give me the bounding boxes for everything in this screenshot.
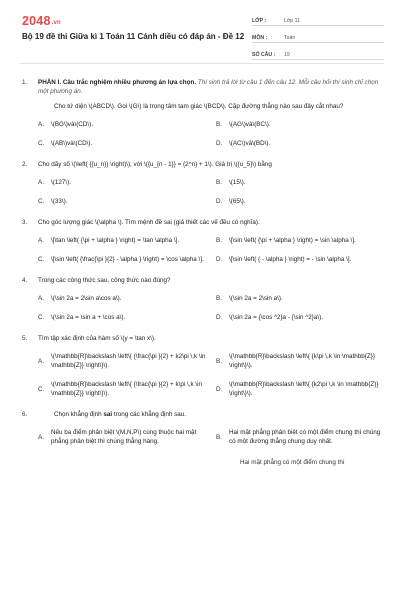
question-text-before: Chọn khẳng định: [54, 411, 104, 418]
option-text: \(\sin 2a = \sin a + \cos a\).: [51, 314, 126, 321]
option-text: \(\mathbb{R}\backslash \left\{ {k\pi \,k \in \mathbb{Z}} \right\}\).: [229, 353, 375, 369]
option-letter: A.: [38, 295, 44, 302]
option-letter: D.: [216, 256, 223, 263]
meta-key: LỚP :: [252, 18, 267, 24]
answer-option-b[interactable]: [216, 428, 384, 446]
option-letter: B.: [216, 295, 222, 302]
option-letter: A.: [38, 237, 44, 244]
question-text: [38, 78, 384, 96]
option-text: \(AG\)và\(BC\).: [229, 121, 271, 128]
option-text: \(\mathbb{R}\backslash \left\{ {k2\pi \,k \in \mathbb{Z}} \right\}\).: [229, 381, 379, 397]
question-number: 4.: [22, 277, 28, 284]
option-text: \(127\).: [51, 179, 71, 186]
answer-option-partial[interactable]: Hai mặt phẳng có một điểm chung thì: [240, 459, 345, 466]
header-divider: [20, 63, 384, 64]
option-letter: D.: [216, 385, 223, 393]
question-header: [22, 78, 384, 96]
meta-value: 19: [284, 52, 290, 58]
answer-option-b[interactable]: [216, 236, 384, 245]
answer-option-a[interactable]: [38, 236, 206, 245]
question-number: 5.: [22, 335, 28, 342]
option-letter: B.: [216, 121, 222, 128]
meta-key: MÔN :: [252, 35, 268, 41]
part-title: PHẦN I. Câu trắc nghiệm nhiều phương án lựa chọn.: [38, 79, 197, 86]
option-text: \[\sin \left( {\pi + \alpha } \right) = \sin \alpha \].: [229, 237, 356, 244]
option-letter: A.: [38, 433, 44, 441]
question-text: [38, 410, 384, 419]
answer-options: [38, 428, 384, 446]
option-letter: B.: [216, 179, 222, 186]
option-text: \[\sin \left( {\frac{\pi }{2} - \alpha } \right) = \cos \alpha \].: [51, 256, 204, 263]
option-letter: A.: [38, 357, 44, 365]
option-text: \(65\).: [229, 198, 246, 205]
answer-option-a[interactable]: [38, 178, 206, 187]
option-letter: D.: [216, 140, 223, 147]
question-number: 3.: [22, 219, 28, 226]
option-text: \(15\).: [229, 179, 246, 186]
option-letter: C.: [38, 140, 45, 147]
option-letter: D.: [216, 198, 223, 205]
answer-option-b[interactable]: [216, 352, 384, 370]
question-stem: Cho tứ diện \(ABCD\). Gọi \(G\) là trọng tâm tam giác \(BCD\). Cặp đường thẳng nào sau đây cắt nhau?: [54, 103, 344, 110]
option-text: \(BG\)và\(CD\).: [51, 121, 93, 128]
answer-option-d[interactable]: [216, 380, 384, 398]
answer-option-a[interactable]: [38, 352, 206, 370]
answer-options: [38, 294, 384, 322]
question-text: Cho dãy số \(\left( {{u_n}} \right)\), với \({u_{n - 1}} = {2^n} + 1\). Giá trị \({u_5}\) bằng: [38, 161, 272, 168]
question-5: [22, 334, 384, 398]
option-letter: B.: [216, 357, 222, 365]
question-header: [22, 410, 384, 419]
option-letter: D.: [216, 314, 223, 321]
option-text: \(33\).: [51, 198, 68, 205]
answer-option-c[interactable]: [38, 380, 206, 398]
meta-value: Lớp 11: [284, 18, 300, 24]
answer-option-d[interactable]: [216, 255, 384, 264]
question-text-after: trong các khẳng định sau.: [112, 411, 187, 418]
answer-option-a[interactable]: [38, 294, 206, 303]
answer-option-b[interactable]: [216, 120, 384, 129]
answer-option-d[interactable]: [216, 313, 384, 322]
question-2: [22, 160, 384, 206]
option-text: \(\sin 2a = {\cos ^2}a - {\sin ^2}a\).: [229, 314, 323, 321]
answer-options: [38, 352, 384, 398]
question-number: 6.: [22, 411, 28, 418]
question-text: Cho góc lượng giác \(\alpha \). Tìm mệnh đề sai (giả thiết các vế đều có nghĩa).: [38, 219, 260, 226]
meta-value: Toán: [284, 35, 296, 41]
answer-options: [38, 178, 384, 206]
question-text-emphasis: sai: [103, 411, 113, 418]
question-number: 1.: [22, 79, 28, 86]
option-letter: B.: [216, 433, 222, 441]
option-letter: B.: [216, 237, 222, 244]
answer-option-b[interactable]: [216, 178, 384, 187]
answer-option-c[interactable]: [38, 313, 206, 322]
option-letter: C.: [38, 198, 45, 205]
answer-option-d[interactable]: [216, 197, 384, 206]
option-letter: C.: [38, 314, 45, 321]
meta-row-subject: [252, 31, 384, 43]
question-header: [22, 218, 384, 227]
option-text: \[\sin \left( { - \alpha } \right) = - \sin \alpha \].: [229, 256, 352, 263]
option-text: \[\tan \left( {\pi + \alpha } \right) = \tan \alpha \].: [51, 237, 180, 244]
answer-option-a[interactable]: [38, 120, 206, 129]
question-4: [22, 276, 384, 322]
question-6: [22, 410, 384, 467]
document-meta: [252, 14, 384, 65]
answer-option-c[interactable]: [38, 255, 206, 264]
question-number: 2.: [22, 161, 28, 168]
answer-option-a[interactable]: [38, 428, 206, 446]
answer-option-c[interactable]: [38, 139, 206, 148]
answer-options: [38, 120, 384, 148]
option-letter: C.: [38, 385, 45, 393]
answer-options: [38, 236, 384, 264]
answer-option-c[interactable]: [38, 197, 206, 206]
part-instruction: Thí sinh trả lời từ câu 1 đến câu 12. Mỗi câu hỏi thí sinh chỉ chọn một phương án.: [38, 79, 379, 95]
question-list: [22, 78, 384, 479]
option-text: Hai mặt phẳng phân biệt có một điểm chung thì chúng có một đường thẳng chung duy nhất.: [229, 429, 381, 445]
option-text: \(\sin 2a = 2\sin a\cos a\).: [51, 295, 122, 302]
meta-row-count: [252, 48, 384, 60]
option-letter: A.: [38, 179, 44, 186]
option-text: \(AC\)và\(BD\).: [229, 140, 271, 147]
meta-key: SỐ CÂU :: [252, 52, 276, 58]
question-1: [22, 78, 384, 148]
question-text: Tìm tập xác định của hàm số \(y = \tan x\).: [38, 335, 156, 342]
question-header: [22, 160, 384, 169]
option-letter: C.: [38, 256, 45, 263]
logo-suffix: .vn: [51, 20, 61, 26]
document-title: Bộ 19 đề thi Giữa kì 1 Toán 11 Cánh diều có đáp án - Đề 12: [22, 32, 245, 41]
logo-text: 2048: [22, 14, 51, 28]
meta-row-class: [252, 14, 384, 26]
answer-option-b[interactable]: [216, 294, 384, 303]
question-header: [22, 334, 384, 343]
answer-option-d[interactable]: [216, 139, 384, 148]
question-3: [22, 218, 384, 264]
option-text: \(\sin 2a = 2\sin a\).: [229, 295, 283, 302]
option-text: Nếu ba điểm phân biệt \(M,N,P\) cùng thuộc hai mặt phẳng phân biệt thì chúng thẳng hàng.: [51, 429, 197, 445]
option-text: \(\mathbb{R}\backslash \left\{ {\frac{\pi }{2} + k\pi \,k \in \mathbb{Z}} \right\}\).: [51, 381, 203, 397]
question-header: [22, 276, 384, 285]
site-logo[interactable]: [22, 14, 61, 28]
option-text: \(AB\)và\(CD\).: [51, 140, 93, 147]
option-letter: A.: [38, 121, 44, 128]
question-text: Trong các công thức sau, công thức nào đúng?: [38, 277, 171, 284]
option-text: \(\mathbb{R}\backslash \left\{ {\frac{\pi }{2} + k2\pi \,k \in \mathbb{Z}} \right\}\).: [51, 353, 206, 369]
